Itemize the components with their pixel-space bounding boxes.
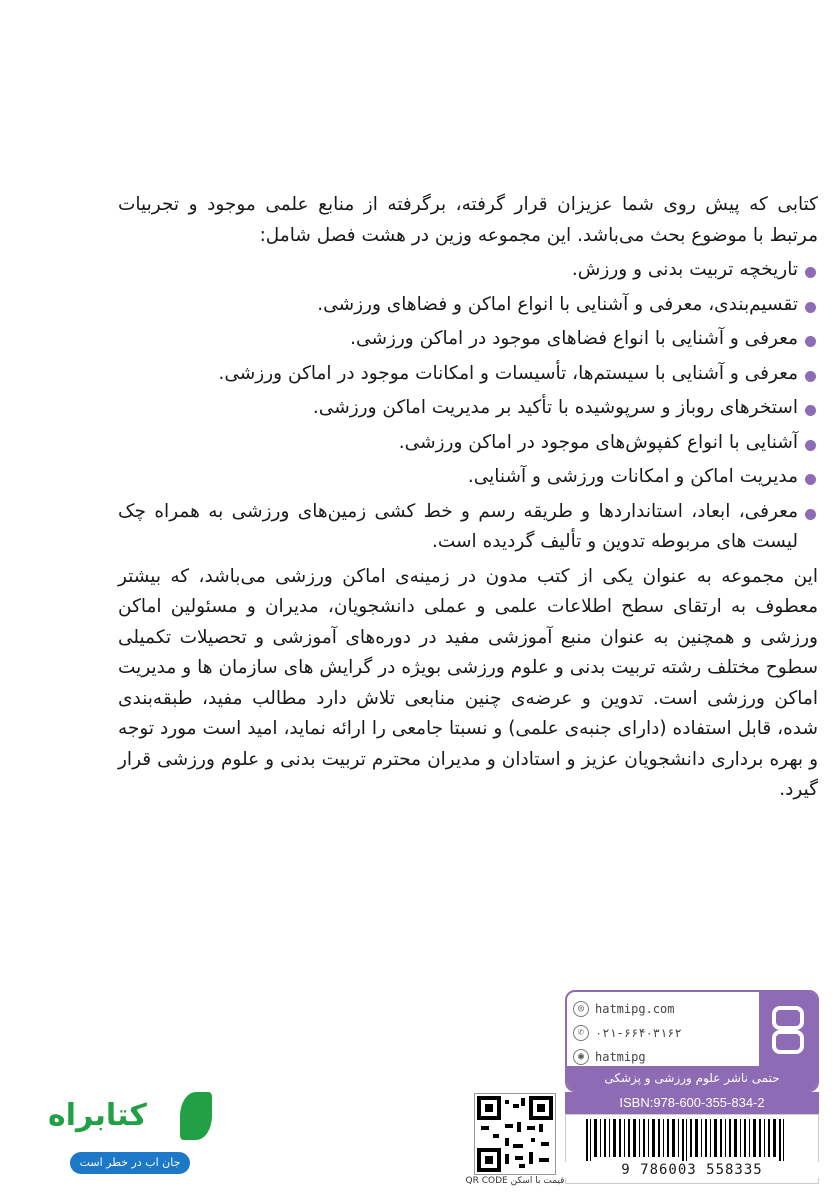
phone-row bbox=[573, 1022, 753, 1044]
back-cover-text bbox=[118, 190, 818, 806]
description-paragraph: این مجموعه به عنوان یکی از کتب مدون در زمینه‌ی اماکن ورزشی می‌باشد، که بیشتر معطوف به ارتقای سطح اطلاعات علمی و عملی دانشجویان، مدیران و مسئولین اماکن ورزشی و همچنین به عنوان منبع آموزشی مفید در دوره‌های آموزشی و تحصیلات تکمیلی سطوح مختلف رشته تربیت بدنی و علوم ورزشی بویژه در گرایش های سازمان ها و مدیریت اماکن ورزشی است. تدوین و عرضه‌ی چنین منابعی تلاش دارد مطالب مفید، طبقه‌بندی شده، قابل استفاده (دارای جنبه‌ی علمی) و نسبتا جامعی را ارائه نماید، امید است مورد توجه و بهره برداری دانشجویان عزیز و استادان و مدیران محترم تربیت بدنی و علوم ورزشی قرار گیرد. bbox=[118, 565, 818, 800]
publisher-tagline: حتمی ناشر علوم ورزشی و پزشکی bbox=[567, 1066, 817, 1090]
list-item: مدیریت اماکن و امکانات ورزشی و آشنایی. bbox=[118, 462, 818, 493]
qr-code[interactable] bbox=[474, 1093, 556, 1175]
bullet-icon bbox=[805, 267, 816, 278]
bullet-icon bbox=[805, 371, 816, 382]
qr-code-icon bbox=[475, 1094, 555, 1174]
badge-name: کتابراه bbox=[48, 1098, 147, 1133]
instagram-icon: ◉ bbox=[573, 1049, 589, 1065]
list-item: معرفی و آشنایی با انواع فضاهای موجود در اماکن ورزشی. bbox=[118, 324, 818, 355]
list-item: تاریخچه تربیت بدنی و ورزش. bbox=[118, 255, 818, 286]
bullet-icon bbox=[805, 336, 816, 347]
bullet-icon bbox=[805, 405, 816, 416]
list-item: معرفی، ابعاد، استانداردها و طریقه رسم و خط کشی زمین‌های ورزشی به همراه چک لیست های مربوطه تدوین و تألیف گردیده است. bbox=[118, 497, 818, 558]
list-item: استخرهای روباز و سرپوشیده با تأکید بر مدیریت اماکن ورزشی. bbox=[118, 393, 818, 424]
bullet-icon bbox=[805, 440, 816, 451]
leaf-icon bbox=[180, 1092, 212, 1140]
barcode-bars-icon bbox=[566, 1115, 818, 1161]
bullet-icon bbox=[805, 474, 816, 485]
globe-icon: ◎ bbox=[573, 1001, 589, 1017]
barcode-digits: 9 786003 558335 bbox=[565, 1162, 819, 1178]
publisher-box bbox=[565, 990, 819, 1092]
instagram-handle[interactable]: hatmipg bbox=[595, 1050, 646, 1064]
list-item: آشنایی با انواع کفپوش‌های موجود در اماکن ورزشی. bbox=[118, 428, 818, 459]
list-item: معرفی و آشنایی با سیستم‌ها، تأسیسات و امکانات موجود در اماکن ورزشی. bbox=[118, 359, 818, 390]
phone-icon: ✆ bbox=[573, 1025, 589, 1041]
ketabrah-badge[interactable] bbox=[40, 1090, 210, 1186]
badge-slogan: جان اب در خطر است bbox=[70, 1152, 190, 1174]
qr-caption: قیمت با اسکن QR CODE bbox=[465, 1176, 565, 1186]
bullet-icon bbox=[805, 509, 816, 520]
intro-paragraph: کتابی که پیش روی شما عزیزان قرار گرفته، برگرفته از منابع علمی موجود و تجربیات مرتبط با موضوع بحث می‌باشد. این مجموعه وزین در هشت فصل شامل: bbox=[118, 194, 818, 246]
isbn: ISBN:978-600-355-834-2 bbox=[565, 1092, 819, 1114]
website-row bbox=[573, 998, 753, 1020]
publisher-logo-icon bbox=[759, 992, 817, 1068]
instagram-row bbox=[573, 1046, 753, 1068]
phone-number: ۰۲۱-۶۶۴۰۳۱۶۲ bbox=[595, 1026, 682, 1040]
list-item: تقسیم‌بندی، معرفی و آشنایی با انواع اماکن و فضاهای ورزشی. bbox=[118, 290, 818, 321]
chapter-list bbox=[118, 255, 818, 558]
bullet-icon bbox=[805, 302, 816, 313]
website-link[interactable]: hatmipg.com bbox=[595, 1002, 675, 1016]
